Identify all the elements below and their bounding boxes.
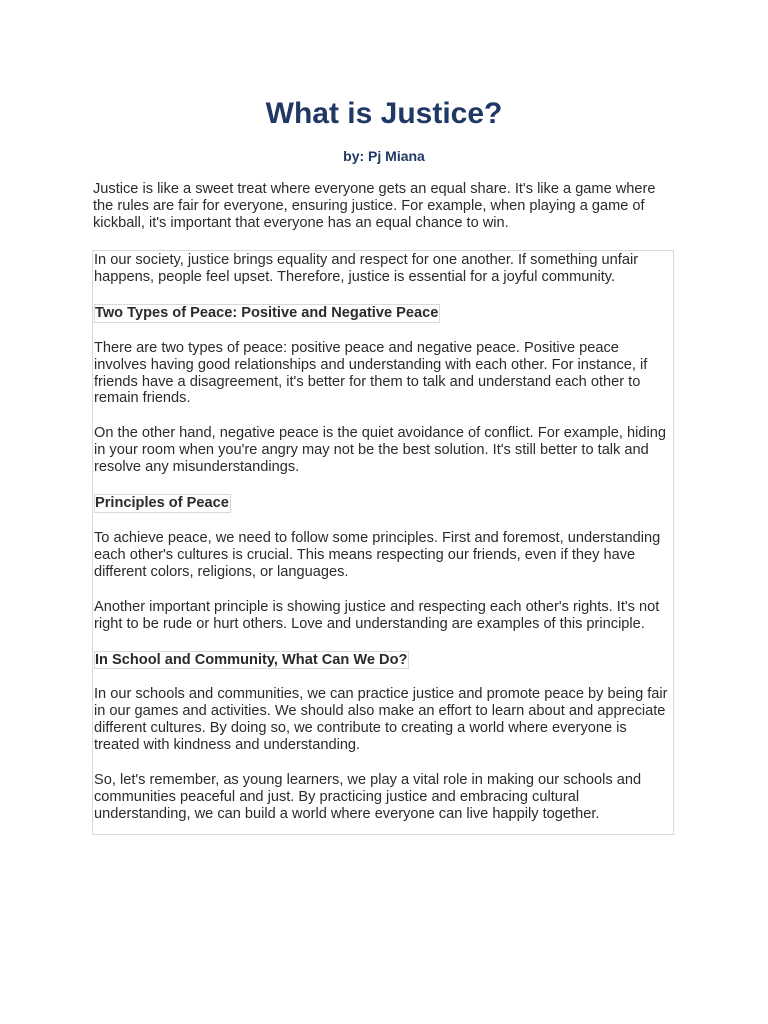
content-box bbox=[92, 250, 674, 835]
page-title: What is Justice? bbox=[265, 97, 503, 130]
paragraph-principles: To achieve peace, we need to follow some principles. First and foremost, understanding each other's cultures is crucial. This means respecting our friends, even if they have different colors, religions, or languages. bbox=[94, 529, 661, 580]
intro-paragraph: Justice is like a sweet treat where everyone gets an equal share. It's like a game where the rules are fair for everyone, ensuring justice. For example, when playing a game of kickball, it's important that everyone has an equal chance to win. bbox=[93, 181, 656, 231]
paragraph-negative-peace: On the other hand, negative peace is the quiet avoidance of conflict. For example, hiding in your room when you're angry may not be the best solution. It's still better to talk and resolve any misunderstandings. bbox=[94, 425, 666, 476]
paragraph-school-community: In our schools and communities, we can practice justice and promote peace by being fair in our games and activities. We should also make an effort to learn about and appreciate different cultures. By doing so, we contribute to creating a world where everyone is treated with kindness and understanding. bbox=[94, 686, 668, 754]
paragraph-types-of-peace: There are two types of peace: positive peace and negative peace. Positive peace involves having good relationships and understanding with each other. For instance, if friends have a disagreement, it's better for them to talk and understand each other to remain friends. bbox=[94, 339, 648, 407]
paragraph-conclusion: So, let's remember, as young learners, we play a vital role in making our schools and communities peaceful and just. By practicing justice and embracing cultural understanding, we can build a world where everyone can live happily together. bbox=[94, 772, 642, 822]
paragraph-rights: Another important principle is showing justice and respecting each other's rights. It's not right to be rude or hurt others. Love and understanding are examples of this principle. bbox=[94, 598, 660, 632]
society-paragraph: In our society, justice brings equality and respect for one another. If something unfair happens, people feel upset. Therefore, justice is essential for a joyful community. bbox=[94, 252, 639, 285]
section-heading-school-community: In School and Community, What Can We Do? bbox=[95, 651, 408, 668]
author-byline: by: Pj Miana bbox=[343, 148, 425, 164]
section-heading-principles: Principles of Peace bbox=[95, 495, 229, 512]
section-heading-types-of-peace: Two Types of Peace: Positive and Negative Peace bbox=[95, 304, 439, 321]
